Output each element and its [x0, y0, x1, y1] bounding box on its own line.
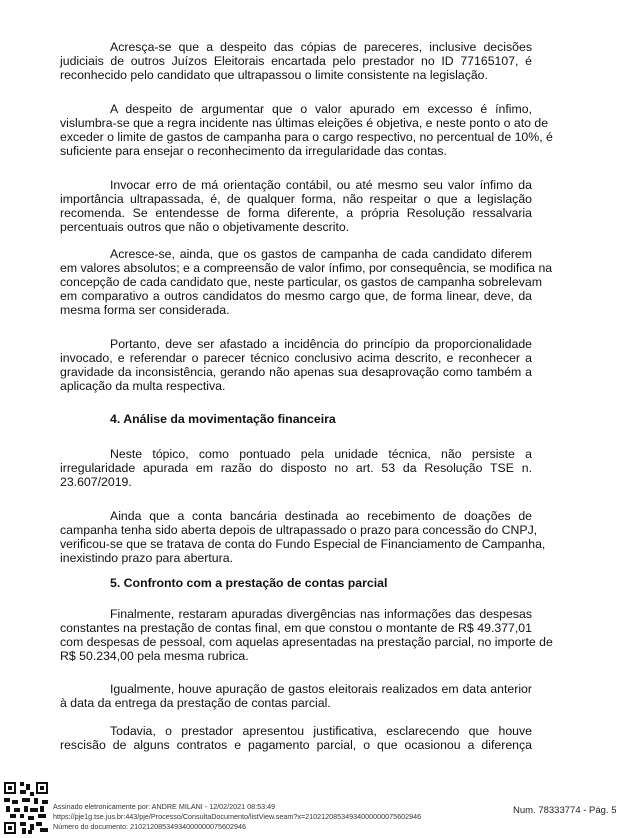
- paragraph-line: Ainda que a conta bancária destinada ao recebimento de doações de: [110, 509, 532, 523]
- paragraph-line: rescisão de alguns contratos e pagamento parcial, o que ocasionou a diferença: [60, 738, 532, 752]
- paragraph-line: irregularidade apurada em razão do disposto no art. 53 da Resolução TSE n.: [60, 461, 532, 475]
- paragraph-line: invocado, e referendar o parecer técnico conclusivo acima descrito, e reconhecer a: [60, 351, 532, 365]
- paragraph-line: campanha tenha sido aberta depois de ultrapassado o prazo para concessão do CNPJ,: [60, 523, 538, 537]
- signature-line: Assinado eletronicamente por: ANDRE MILANI - 12/02/2021 08:53:49: [53, 802, 276, 811]
- paragraph-line: Finalmente, restaram apuradas divergências nas informações das despesas: [110, 607, 532, 621]
- paragraph-line: reconhecido pelo candidato que ultrapassou o limite consistente na legislação.: [60, 68, 488, 82]
- page-number: Num. 78333774 - Pág. 5: [513, 805, 617, 816]
- paragraph-line: vislumbra-se que a regra incidente nas últimas eleições é objetiva, e neste ponto o ato de: [60, 116, 549, 130]
- paragraph-line: recomenda. Se entendesse de forma diferente, a própria Resolução ressalvaria: [60, 206, 532, 220]
- document-url[interactable]: https://pje1g.tse.jus.br:443/pje/Processo/ConsultaDocumento/listView.seam?x=21021208534934000000075602946: [53, 812, 422, 821]
- paragraph-line: Acresce-se, ainda, que os gastos de campanha de cada candidato diferem: [110, 247, 532, 261]
- section-heading: 5. Confronto com a prestação de contas parcial: [110, 576, 388, 590]
- section-heading: 4. Análise da movimentação financeira: [110, 412, 336, 426]
- qr-code-icon: [4, 782, 48, 834]
- paragraph-line: 23.607/2019.: [60, 475, 132, 489]
- paragraph-line: A despeito de argumentar que o valor apurado em excesso é ínfimo,: [110, 102, 532, 116]
- paragraph-line: importância ultrapassada, é, de qualquer forma, não respeitar o que a legislação: [60, 192, 532, 206]
- paragraph-line: inexistindo prazo para abertura.: [60, 551, 233, 565]
- paragraph-line: Invocar erro de má orientação contábil, ou até mesmo seu valor ínfimo da: [110, 178, 532, 192]
- paragraph-line: aplicação da multa respectiva.: [60, 379, 226, 393]
- paragraph-line: R$ 50.234,00 pela mesma rubrica.: [60, 649, 249, 663]
- paragraph-line: em valores absolutos; e a compreensão de valor ínfimo, por consequência, se modifica na: [60, 261, 553, 275]
- paragraph-line: suficiente para ensejar o reconhecimento da irregularidade das contas.: [60, 144, 447, 158]
- paragraph-line: mesma forma ser considerada.: [60, 303, 230, 317]
- paragraph-line: em comparativo a outros candidatos do mesmo cargo que, de forma linear, deve, da: [60, 289, 532, 303]
- paragraph-line: Acresça-se que a despeito das cópias de pareceres, inclusive decisões: [110, 40, 532, 54]
- paragraph-line: gravidade da inconsistência, gerando não apenas sua desaprovação como também a: [60, 365, 532, 379]
- paragraph-line: Igualmente, houve apuração de gastos eleitorais realizados em data anterior: [110, 682, 532, 696]
- paragraph-line: constantes na prestação de contas final, em que constou o montante de R$ 49.377,01: [60, 621, 532, 635]
- document-number: Número do documento: 21021208534934000000075602946: [53, 822, 247, 831]
- paragraph-line: à data da entrega da prestação de contas parcial.: [60, 696, 331, 710]
- paragraph-line: concepção de cada candidato que, neste particular, os gastos de campanha sobrelevam: [60, 275, 542, 289]
- paragraph-line: exceder o limite de gastos de campanha para o cargo respectivo, no percentual de 10%, é: [60, 130, 553, 144]
- paragraph-line: judiciais de outros Juízos Eleitorais encartada pelo prestador no ID 77165107, é: [60, 54, 532, 68]
- paragraph-line: Todavia, o prestador apresentou justificativa, esclarecendo que houve: [110, 724, 532, 738]
- paragraph-line: verificou-se que se tratava de conta do Fundo Especial de Financiamento de Campanha,: [60, 537, 546, 551]
- paragraph-line: Portanto, deve ser afastado a incidência do princípio da proporcionalidade: [110, 337, 532, 351]
- paragraph-line: Neste tópico, como pontuado pela unidade técnica, não persiste a: [110, 447, 532, 461]
- paragraph-line: percentuais outros que não o objetivamente descrito.: [60, 220, 350, 234]
- paragraph-line: com despesas de pessoal, com aquelas apresentadas na prestação parcial, no importe de: [60, 635, 553, 649]
